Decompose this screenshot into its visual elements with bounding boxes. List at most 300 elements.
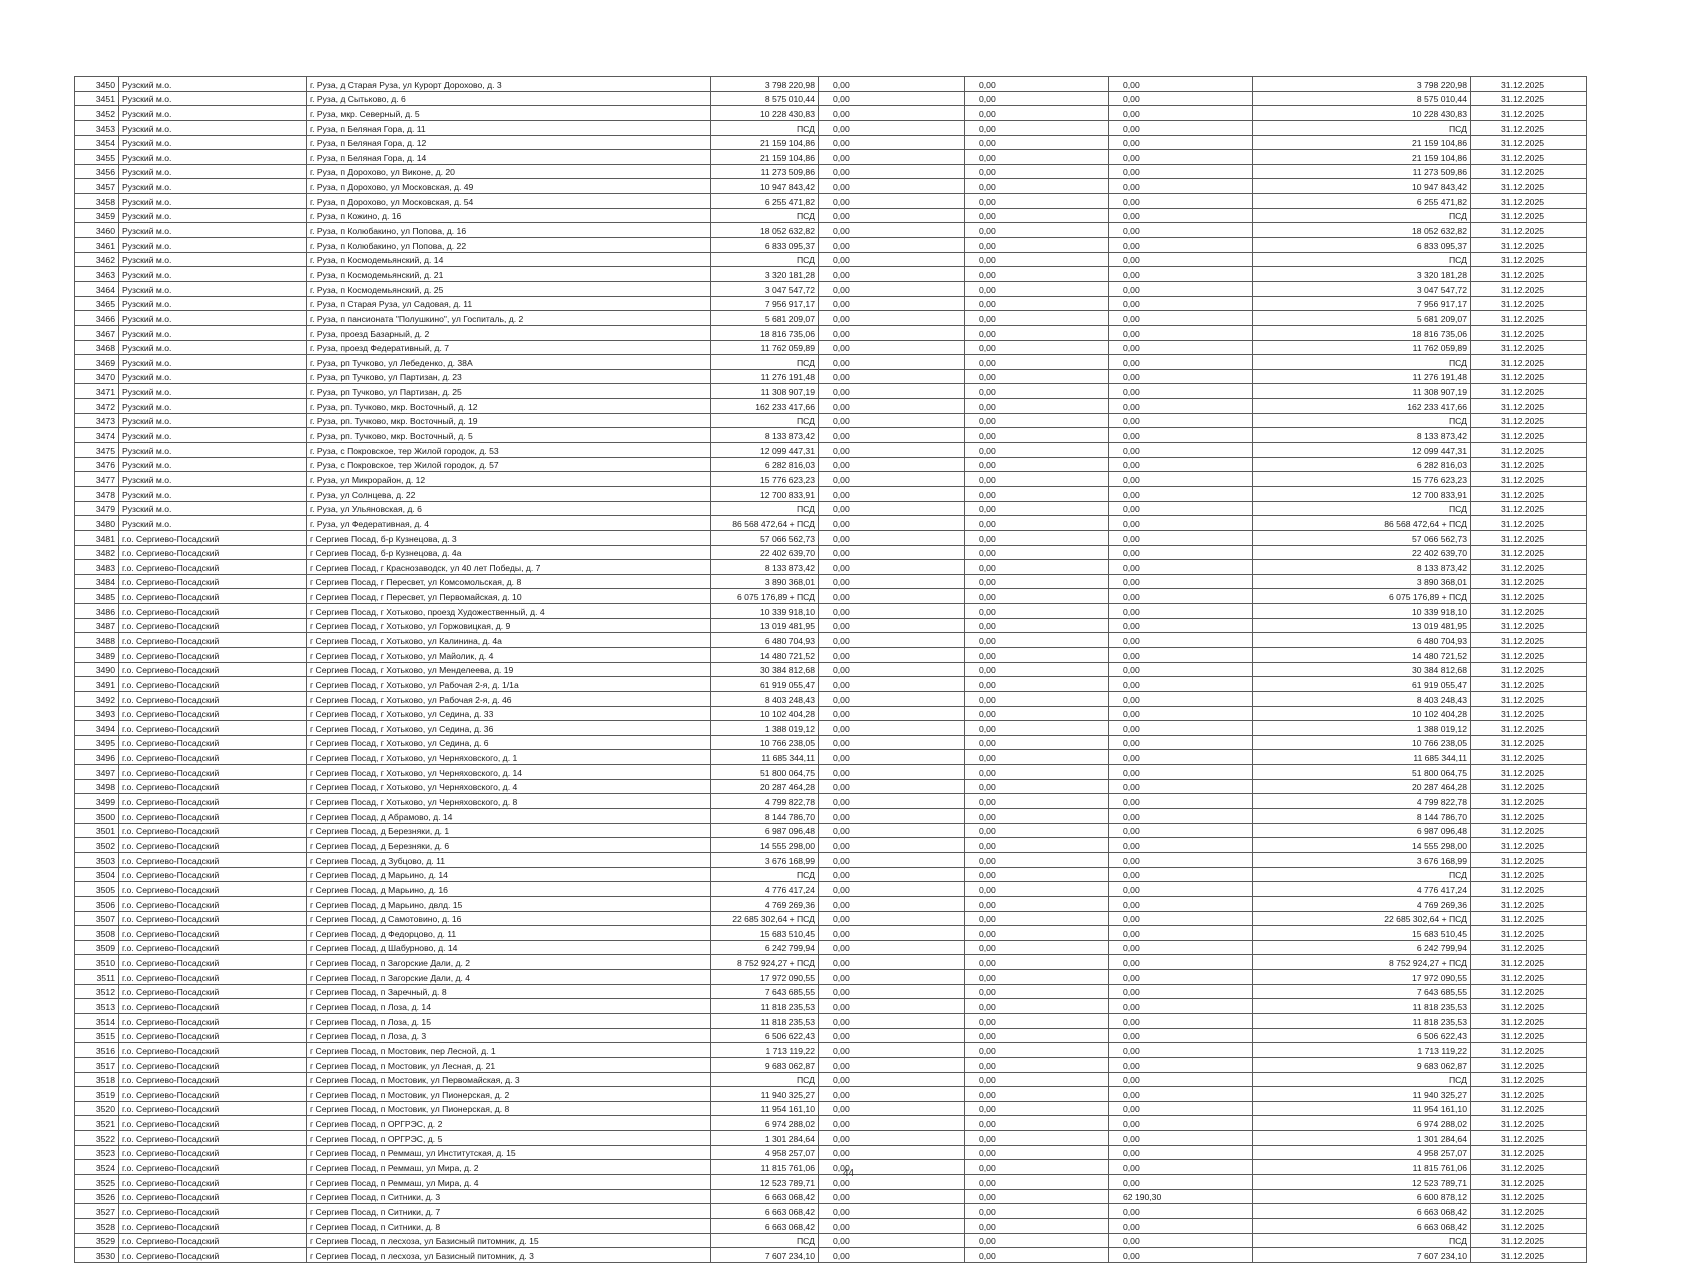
address-cell: г Сергиев Посад, д Абрамово, д. 14 (307, 809, 711, 824)
amount-total-cell: 11 685 344,11 (711, 750, 819, 765)
table-row (75, 1145, 1587, 1160)
deadline-date-cell: 31.12.2025 (1471, 633, 1587, 648)
row-number-cell: 3501 (75, 823, 119, 838)
address-cell: г. Руза, д Сытьково, д. 6 (307, 91, 711, 106)
deadline-date-cell: 31.12.2025 (1471, 194, 1587, 209)
row-number-cell: 3504 (75, 867, 119, 882)
address-cell: г. Руза, п Кожино, д. 16 (307, 208, 711, 223)
amount-col-3-cell: 0,00 (965, 369, 1109, 384)
address-cell: г Сергиев Посад, г Хотьково, ул Седина, д. 36 (307, 721, 711, 736)
municipality-cell: Рузский м.о. (119, 325, 307, 340)
amount-remaining-cell: 7 607 234,10 (1253, 1248, 1471, 1263)
deadline-date-cell: 31.12.2025 (1471, 618, 1587, 633)
municipality-cell: г.о. Сергиево-Посадский (119, 852, 307, 867)
amount-total-cell: 86 568 472,64 + ПСД (711, 516, 819, 531)
amount-total-cell: 57 066 562,73 (711, 530, 819, 545)
row-number-cell: 3458 (75, 194, 119, 209)
municipality-cell: Рузский м.о. (119, 399, 307, 414)
amount-total-cell: 14 480 721,52 (711, 647, 819, 662)
amount-col-2-cell: 0,00 (819, 823, 965, 838)
municipality-cell: г.о. Сергиево-Посадский (119, 794, 307, 809)
amount-remaining-cell: ПСД (1253, 355, 1471, 370)
amount-col-3-cell: 0,00 (965, 1248, 1109, 1263)
amount-total-cell: 10 339 918,10 (711, 604, 819, 619)
amount-col-3-cell: 0,00 (965, 428, 1109, 443)
municipality-cell: г.о. Сергиево-Посадский (119, 984, 307, 999)
amount-total-cell: 8 752 924,27 + ПСД (711, 955, 819, 970)
municipality-cell: Рузский м.о. (119, 355, 307, 370)
address-cell: г. Руза, п Беляная Гора, д. 14 (307, 150, 711, 165)
deadline-date-cell: 31.12.2025 (1471, 721, 1587, 736)
table-row (75, 618, 1587, 633)
amount-col-4-cell: 0,00 (1109, 545, 1253, 560)
amount-total-cell: ПСД (711, 120, 819, 135)
amount-col-3-cell: 0,00 (965, 662, 1109, 677)
table-row (75, 1101, 1587, 1116)
municipality-cell: г.о. Сергиево-Посадский (119, 940, 307, 955)
municipality-cell: г.о. Сергиево-Посадский (119, 1072, 307, 1087)
deadline-date-cell: 31.12.2025 (1471, 355, 1587, 370)
address-cell: г. Руза, рп. Тучково, мкр. Восточный, д. 19 (307, 413, 711, 428)
amount-total-cell: 14 555 298,00 (711, 838, 819, 853)
amount-col-2-cell: 0,00 (819, 340, 965, 355)
row-number-cell: 3481 (75, 530, 119, 545)
amount-remaining-cell: 18 816 735,06 (1253, 325, 1471, 340)
amount-col-4-cell: 0,00 (1109, 179, 1253, 194)
deadline-date-cell: 31.12.2025 (1471, 252, 1587, 267)
amount-col-3-cell: 0,00 (965, 281, 1109, 296)
amount-col-4-cell: 0,00 (1109, 1131, 1253, 1146)
amount-col-2-cell: 0,00 (819, 1175, 965, 1190)
municipality-cell: г.о. Сергиево-Посадский (119, 882, 307, 897)
deadline-date-cell: 31.12.2025 (1471, 750, 1587, 765)
address-cell: г. Руза, ул Микрорайон, д. 12 (307, 472, 711, 487)
municipality-cell: Рузский м.о. (119, 238, 307, 253)
amount-col-2-cell: 0,00 (819, 984, 965, 999)
amount-col-2-cell: 0,00 (819, 560, 965, 575)
deadline-date-cell: 31.12.2025 (1471, 867, 1587, 882)
amount-total-cell: 6 480 704,93 (711, 633, 819, 648)
table-row (75, 443, 1587, 458)
row-number-cell: 3465 (75, 296, 119, 311)
amount-remaining-cell: 15 683 510,45 (1253, 926, 1471, 941)
amount-col-4-cell: 0,00 (1109, 721, 1253, 736)
amount-col-3-cell: 0,00 (965, 852, 1109, 867)
amount-col-2-cell: 0,00 (819, 1160, 965, 1175)
table-row (75, 311, 1587, 326)
amount-col-3-cell: 0,00 (965, 530, 1109, 545)
deadline-date-cell: 31.12.2025 (1471, 1160, 1587, 1175)
row-number-cell: 3473 (75, 413, 119, 428)
row-number-cell: 3489 (75, 647, 119, 662)
amount-col-2-cell: 0,00 (819, 1189, 965, 1204)
row-number-cell: 3491 (75, 677, 119, 692)
amount-total-cell: 4 799 822,78 (711, 794, 819, 809)
table-row (75, 501, 1587, 516)
municipality-cell: г.о. Сергиево-Посадский (119, 867, 307, 882)
amount-col-4-cell: 0,00 (1109, 955, 1253, 970)
deadline-date-cell: 31.12.2025 (1471, 1131, 1587, 1146)
amount-total-cell: 12 099 447,31 (711, 443, 819, 458)
amount-col-3-cell: 0,00 (965, 516, 1109, 531)
amount-total-cell: ПСД (711, 501, 819, 516)
table-row (75, 999, 1587, 1014)
amount-col-2-cell: 0,00 (819, 589, 965, 604)
amount-col-3-cell: 0,00 (965, 970, 1109, 985)
deadline-date-cell: 31.12.2025 (1471, 765, 1587, 780)
amount-total-cell: 18 052 632,82 (711, 223, 819, 238)
amount-col-3-cell: 0,00 (965, 647, 1109, 662)
address-cell: г. Руза, п Беляная Гора, д. 12 (307, 135, 711, 150)
municipality-cell: г.о. Сергиево-Посадский (119, 779, 307, 794)
amount-col-4-cell: 0,00 (1109, 281, 1253, 296)
amount-col-3-cell: 0,00 (965, 1233, 1109, 1248)
amount-col-2-cell: 0,00 (819, 296, 965, 311)
table-row (75, 106, 1587, 121)
row-number-cell: 3460 (75, 223, 119, 238)
amount-col-3-cell: 0,00 (965, 267, 1109, 282)
table-row (75, 1233, 1587, 1248)
deadline-date-cell: 31.12.2025 (1471, 691, 1587, 706)
table-row (75, 955, 1587, 970)
amount-total-cell: 3 047 547,72 (711, 281, 819, 296)
municipality-cell: г.о. Сергиево-Посадский (119, 1057, 307, 1072)
municipality-cell: г.о. Сергиево-Посадский (119, 896, 307, 911)
deadline-date-cell: 31.12.2025 (1471, 1057, 1587, 1072)
deadline-date-cell: 31.12.2025 (1471, 1101, 1587, 1116)
amount-remaining-cell: 61 919 055,47 (1253, 677, 1471, 692)
address-cell: г Сергиев Посад, д Федорцово, д. 11 (307, 926, 711, 941)
table-row (75, 267, 1587, 282)
amount-col-4-cell: 0,00 (1109, 838, 1253, 853)
municipality-cell: г.о. Сергиево-Посадский (119, 647, 307, 662)
amount-total-cell: 1 713 119,22 (711, 1043, 819, 1058)
address-cell: г Сергиев Посад, д Марьино, д. 14 (307, 867, 711, 882)
amount-col-3-cell: 0,00 (965, 1116, 1109, 1131)
amount-col-4-cell: 0,00 (1109, 677, 1253, 692)
table-row (75, 223, 1587, 238)
row-number-cell: 3519 (75, 1087, 119, 1102)
amount-col-3-cell: 0,00 (965, 457, 1109, 472)
amount-col-4-cell: 0,00 (1109, 691, 1253, 706)
address-cell: г Сергиев Посад, п Загорские Дали, д. 2 (307, 955, 711, 970)
address-cell: г Сергиев Посад, п Реммаш, ул Мира, д. 4 (307, 1175, 711, 1190)
amount-col-2-cell: 0,00 (819, 472, 965, 487)
row-number-cell: 3467 (75, 325, 119, 340)
amount-remaining-cell: 8 403 248,43 (1253, 691, 1471, 706)
address-cell: г. Руза, с Покровское, тер Жилой городок, д. 53 (307, 443, 711, 458)
amount-col-2-cell: 0,00 (819, 911, 965, 926)
amount-remaining-cell: 3 890 368,01 (1253, 574, 1471, 589)
address-cell: г Сергиев Посад, п Лоза, д. 14 (307, 999, 711, 1014)
address-cell: г Сергиев Посад, д Шабурново, д. 14 (307, 940, 711, 955)
amount-total-cell: 8 144 786,70 (711, 809, 819, 824)
address-cell: г Сергиев Посад, г Пересвет, ул Первомайская, д. 10 (307, 589, 711, 604)
amount-remaining-cell: 21 159 104,86 (1253, 150, 1471, 165)
table-row (75, 721, 1587, 736)
amount-total-cell: 13 019 481,95 (711, 618, 819, 633)
amount-col-3-cell: 0,00 (965, 735, 1109, 750)
amount-total-cell: 5 681 209,07 (711, 311, 819, 326)
amount-col-3-cell: 0,00 (965, 238, 1109, 253)
row-number-cell: 3450 (75, 77, 119, 92)
address-cell: г. Руза, п Дорохово, ул Московская, д. 49 (307, 179, 711, 194)
amount-remaining-cell: 13 019 481,95 (1253, 618, 1471, 633)
address-cell: г Сергиев Посад, п ОРГРЭС, д. 5 (307, 1131, 711, 1146)
address-cell: г. Руза, ул Солнцева, д. 22 (307, 486, 711, 501)
municipality-cell: Рузский м.о. (119, 413, 307, 428)
amount-total-cell: ПСД (711, 413, 819, 428)
amount-total-cell: ПСД (711, 208, 819, 223)
municipality-cell: Рузский м.о. (119, 91, 307, 106)
deadline-date-cell: 31.12.2025 (1471, 823, 1587, 838)
table-row (75, 735, 1587, 750)
amount-total-cell: 7 607 234,10 (711, 1248, 819, 1263)
amount-col-3-cell: 0,00 (965, 340, 1109, 355)
amount-col-4-cell: 0,00 (1109, 501, 1253, 516)
amount-col-4-cell: 0,00 (1109, 384, 1253, 399)
table-row (75, 208, 1587, 223)
table-row (75, 1057, 1587, 1072)
municipality-cell: г.о. Сергиево-Посадский (119, 1145, 307, 1160)
amount-remaining-cell: 6 506 622,43 (1253, 1028, 1471, 1043)
amount-col-2-cell: 0,00 (819, 486, 965, 501)
amount-col-4-cell: 0,00 (1109, 999, 1253, 1014)
deadline-date-cell: 31.12.2025 (1471, 794, 1587, 809)
amount-total-cell: 51 800 064,75 (711, 765, 819, 780)
amount-remaining-cell: 14 480 721,52 (1253, 647, 1471, 662)
amount-col-2-cell: 0,00 (819, 852, 965, 867)
table-row (75, 984, 1587, 999)
municipality-cell: Рузский м.о. (119, 267, 307, 282)
municipality-cell: Рузский м.о. (119, 194, 307, 209)
row-number-cell: 3478 (75, 486, 119, 501)
municipality-cell: г.о. Сергиево-Посадский (119, 1028, 307, 1043)
amount-remaining-cell: 6 974 288,02 (1253, 1116, 1471, 1131)
amount-total-cell: 6 663 068,42 (711, 1204, 819, 1219)
address-cell: г Сергиев Посад, г Пересвет, ул Комсомольская, д. 8 (307, 574, 711, 589)
amount-col-2-cell: 0,00 (819, 252, 965, 267)
amount-remaining-cell: 11 685 344,11 (1253, 750, 1471, 765)
table-row (75, 896, 1587, 911)
municipality-cell: г.о. Сергиево-Посадский (119, 1204, 307, 1219)
amount-col-2-cell: 0,00 (819, 926, 965, 941)
amount-remaining-cell: 18 052 632,82 (1253, 223, 1471, 238)
amount-col-4-cell: 0,00 (1109, 560, 1253, 575)
municipality-cell: г.о. Сергиево-Посадский (119, 545, 307, 560)
municipality-cell: Рузский м.о. (119, 223, 307, 238)
table-row (75, 1248, 1587, 1263)
municipality-cell: г.о. Сергиево-Посадский (119, 926, 307, 941)
amount-remaining-cell: 12 523 789,71 (1253, 1175, 1471, 1190)
amount-col-3-cell: 0,00 (965, 311, 1109, 326)
deadline-date-cell: 31.12.2025 (1471, 1028, 1587, 1043)
deadline-date-cell: 31.12.2025 (1471, 501, 1587, 516)
amount-col-2-cell: 0,00 (819, 164, 965, 179)
row-number-cell: 3454 (75, 135, 119, 150)
amount-col-3-cell: 0,00 (965, 91, 1109, 106)
amount-col-2-cell: 0,00 (819, 545, 965, 560)
row-number-cell: 3490 (75, 662, 119, 677)
amount-total-cell: 6 255 471,82 (711, 194, 819, 209)
municipality-cell: г.о. Сергиево-Посадский (119, 618, 307, 633)
amount-remaining-cell: 3 676 168,99 (1253, 852, 1471, 867)
table-row (75, 1189, 1587, 1204)
address-cell: г. Руза, п Космодемьянский, д. 21 (307, 267, 711, 282)
amount-col-4-cell: 0,00 (1109, 911, 1253, 926)
municipality-cell: г.о. Сергиево-Посадский (119, 1014, 307, 1029)
amount-total-cell: 11 818 235,53 (711, 1014, 819, 1029)
row-number-cell: 3507 (75, 911, 119, 926)
amount-col-3-cell: 0,00 (965, 940, 1109, 955)
amount-col-3-cell: 0,00 (965, 384, 1109, 399)
amount-remaining-cell: 6 600 878,12 (1253, 1189, 1471, 1204)
amount-col-2-cell: 0,00 (819, 706, 965, 721)
amount-col-2-cell: 0,00 (819, 106, 965, 121)
row-number-cell: 3521 (75, 1116, 119, 1131)
municipality-cell: г.о. Сергиево-Посадский (119, 765, 307, 780)
municipality-cell: Рузский м.о. (119, 340, 307, 355)
deadline-date-cell: 31.12.2025 (1471, 486, 1587, 501)
amount-col-4-cell: 0,00 (1109, 267, 1253, 282)
amount-col-3-cell: 0,00 (965, 1218, 1109, 1233)
address-cell: г Сергиев Посад, г Хотьково, ул Черняховского, д. 8 (307, 794, 711, 809)
row-number-cell: 3461 (75, 238, 119, 253)
row-number-cell: 3512 (75, 984, 119, 999)
amount-col-2-cell: 0,00 (819, 940, 965, 955)
amount-col-4-cell: 0,00 (1109, 486, 1253, 501)
deadline-date-cell: 31.12.2025 (1471, 647, 1587, 662)
row-number-cell: 3509 (75, 940, 119, 955)
amount-col-3-cell: 0,00 (965, 208, 1109, 223)
municipality-cell: Рузский м.о. (119, 516, 307, 531)
amount-remaining-cell: 21 159 104,86 (1253, 135, 1471, 150)
row-number-cell: 3511 (75, 970, 119, 985)
amount-remaining-cell: ПСД (1253, 252, 1471, 267)
row-number-cell: 3505 (75, 882, 119, 897)
amount-col-2-cell: 0,00 (819, 267, 965, 282)
municipality-cell: Рузский м.о. (119, 457, 307, 472)
municipality-cell: Рузский м.о. (119, 208, 307, 223)
table-row (75, 472, 1587, 487)
amount-col-2-cell: 0,00 (819, 238, 965, 253)
table-row (75, 384, 1587, 399)
amount-total-cell: 4 776 417,24 (711, 882, 819, 897)
amount-col-3-cell: 0,00 (965, 779, 1109, 794)
address-cell: г Сергиев Посад, п ОРГРЭС, д. 2 (307, 1116, 711, 1131)
amount-col-2-cell: 0,00 (819, 120, 965, 135)
row-number-cell: 3463 (75, 267, 119, 282)
amount-remaining-cell: 6 987 096,48 (1253, 823, 1471, 838)
deadline-date-cell: 31.12.2025 (1471, 852, 1587, 867)
amount-col-4-cell: 0,00 (1109, 1101, 1253, 1116)
amount-col-4-cell: 0,00 (1109, 604, 1253, 619)
table-row (75, 911, 1587, 926)
amount-col-2-cell: 0,00 (819, 369, 965, 384)
row-number-cell: 3510 (75, 955, 119, 970)
amount-col-2-cell: 0,00 (819, 428, 965, 443)
amount-col-2-cell: 0,00 (819, 1218, 965, 1233)
address-cell: г. Руза, ул Федеративная, д. 4 (307, 516, 711, 531)
amount-total-cell: 1 301 284,64 (711, 1131, 819, 1146)
row-number-cell: 3477 (75, 472, 119, 487)
amount-col-3-cell: 0,00 (965, 721, 1109, 736)
municipality-cell: Рузский м.о. (119, 311, 307, 326)
amount-col-2-cell: 0,00 (819, 1072, 965, 1087)
address-cell: г. Руза, п Дорохово, ул Московская, д. 54 (307, 194, 711, 209)
amount-total-cell: 6 663 068,42 (711, 1189, 819, 1204)
amount-col-2-cell: 0,00 (819, 1087, 965, 1102)
amount-remaining-cell: 17 972 090,55 (1253, 970, 1471, 985)
table-row (75, 677, 1587, 692)
row-number-cell: 3494 (75, 721, 119, 736)
amount-total-cell: ПСД (711, 1072, 819, 1087)
table-row (75, 633, 1587, 648)
data-table (74, 76, 1587, 1263)
amount-remaining-cell: 6 075 176,89 + ПСД (1253, 589, 1471, 604)
amount-col-2-cell: 0,00 (819, 750, 965, 765)
address-cell: г Сергиев Посад, г Хотьково, ул Седина, д. 33 (307, 706, 711, 721)
amount-col-3-cell: 0,00 (965, 545, 1109, 560)
amount-col-2-cell: 0,00 (819, 501, 965, 516)
amount-total-cell: 11 940 325,27 (711, 1087, 819, 1102)
address-cell: г Сергиев Посад, п Загорские Дали, д. 4 (307, 970, 711, 985)
amount-col-4-cell: 0,00 (1109, 355, 1253, 370)
amount-total-cell: 22 402 639,70 (711, 545, 819, 560)
table-row (75, 779, 1587, 794)
row-number-cell: 3487 (75, 618, 119, 633)
amount-total-cell: 9 683 062,87 (711, 1057, 819, 1072)
row-number-cell: 3464 (75, 281, 119, 296)
amount-col-3-cell: 0,00 (965, 604, 1109, 619)
row-number-cell: 3524 (75, 1160, 119, 1175)
amount-col-3-cell: 0,00 (965, 838, 1109, 853)
amount-remaining-cell: 6 663 068,42 (1253, 1204, 1471, 1219)
deadline-date-cell: 31.12.2025 (1471, 984, 1587, 999)
address-cell: г Сергиев Посад, п Ситники, д. 8 (307, 1218, 711, 1233)
amount-total-cell: 22 685 302,64 + ПСД (711, 911, 819, 926)
municipality-cell: Рузский м.о. (119, 77, 307, 92)
amount-total-cell: 6 506 622,43 (711, 1028, 819, 1043)
row-number-cell: 3488 (75, 633, 119, 648)
deadline-date-cell: 31.12.2025 (1471, 1087, 1587, 1102)
amount-col-4-cell: 0,00 (1109, 135, 1253, 150)
row-number-cell: 3480 (75, 516, 119, 531)
amount-col-2-cell: 0,00 (819, 867, 965, 882)
amount-col-4-cell: 0,00 (1109, 164, 1253, 179)
address-cell: г Сергиев Посад, г Хотьково, ул Горжовицкая, д. 9 (307, 618, 711, 633)
row-number-cell: 3466 (75, 311, 119, 326)
table-row (75, 1087, 1587, 1102)
table-body (75, 77, 1587, 1263)
table-row (75, 545, 1587, 560)
amount-remaining-cell: 11 762 059,89 (1253, 340, 1471, 355)
municipality-cell: г.о. Сергиево-Посадский (119, 677, 307, 692)
amount-col-4-cell: 0,00 (1109, 325, 1253, 340)
address-cell: г. Руза, п Беляная Гора, д. 11 (307, 120, 711, 135)
deadline-date-cell: 31.12.2025 (1471, 179, 1587, 194)
amount-total-cell: 3 798 220,98 (711, 77, 819, 92)
amount-col-4-cell: 0,00 (1109, 516, 1253, 531)
municipality-cell: Рузский м.о. (119, 281, 307, 296)
row-number-cell: 3455 (75, 150, 119, 165)
amount-col-4-cell: 0,00 (1109, 1072, 1253, 1087)
amount-col-4-cell: 0,00 (1109, 428, 1253, 443)
address-cell: г. Руза, п Дорохово, ул Виконе, д. 20 (307, 164, 711, 179)
amount-total-cell: 7 956 917,17 (711, 296, 819, 311)
amount-col-4-cell: 0,00 (1109, 926, 1253, 941)
amount-total-cell: 3 320 181,28 (711, 267, 819, 282)
